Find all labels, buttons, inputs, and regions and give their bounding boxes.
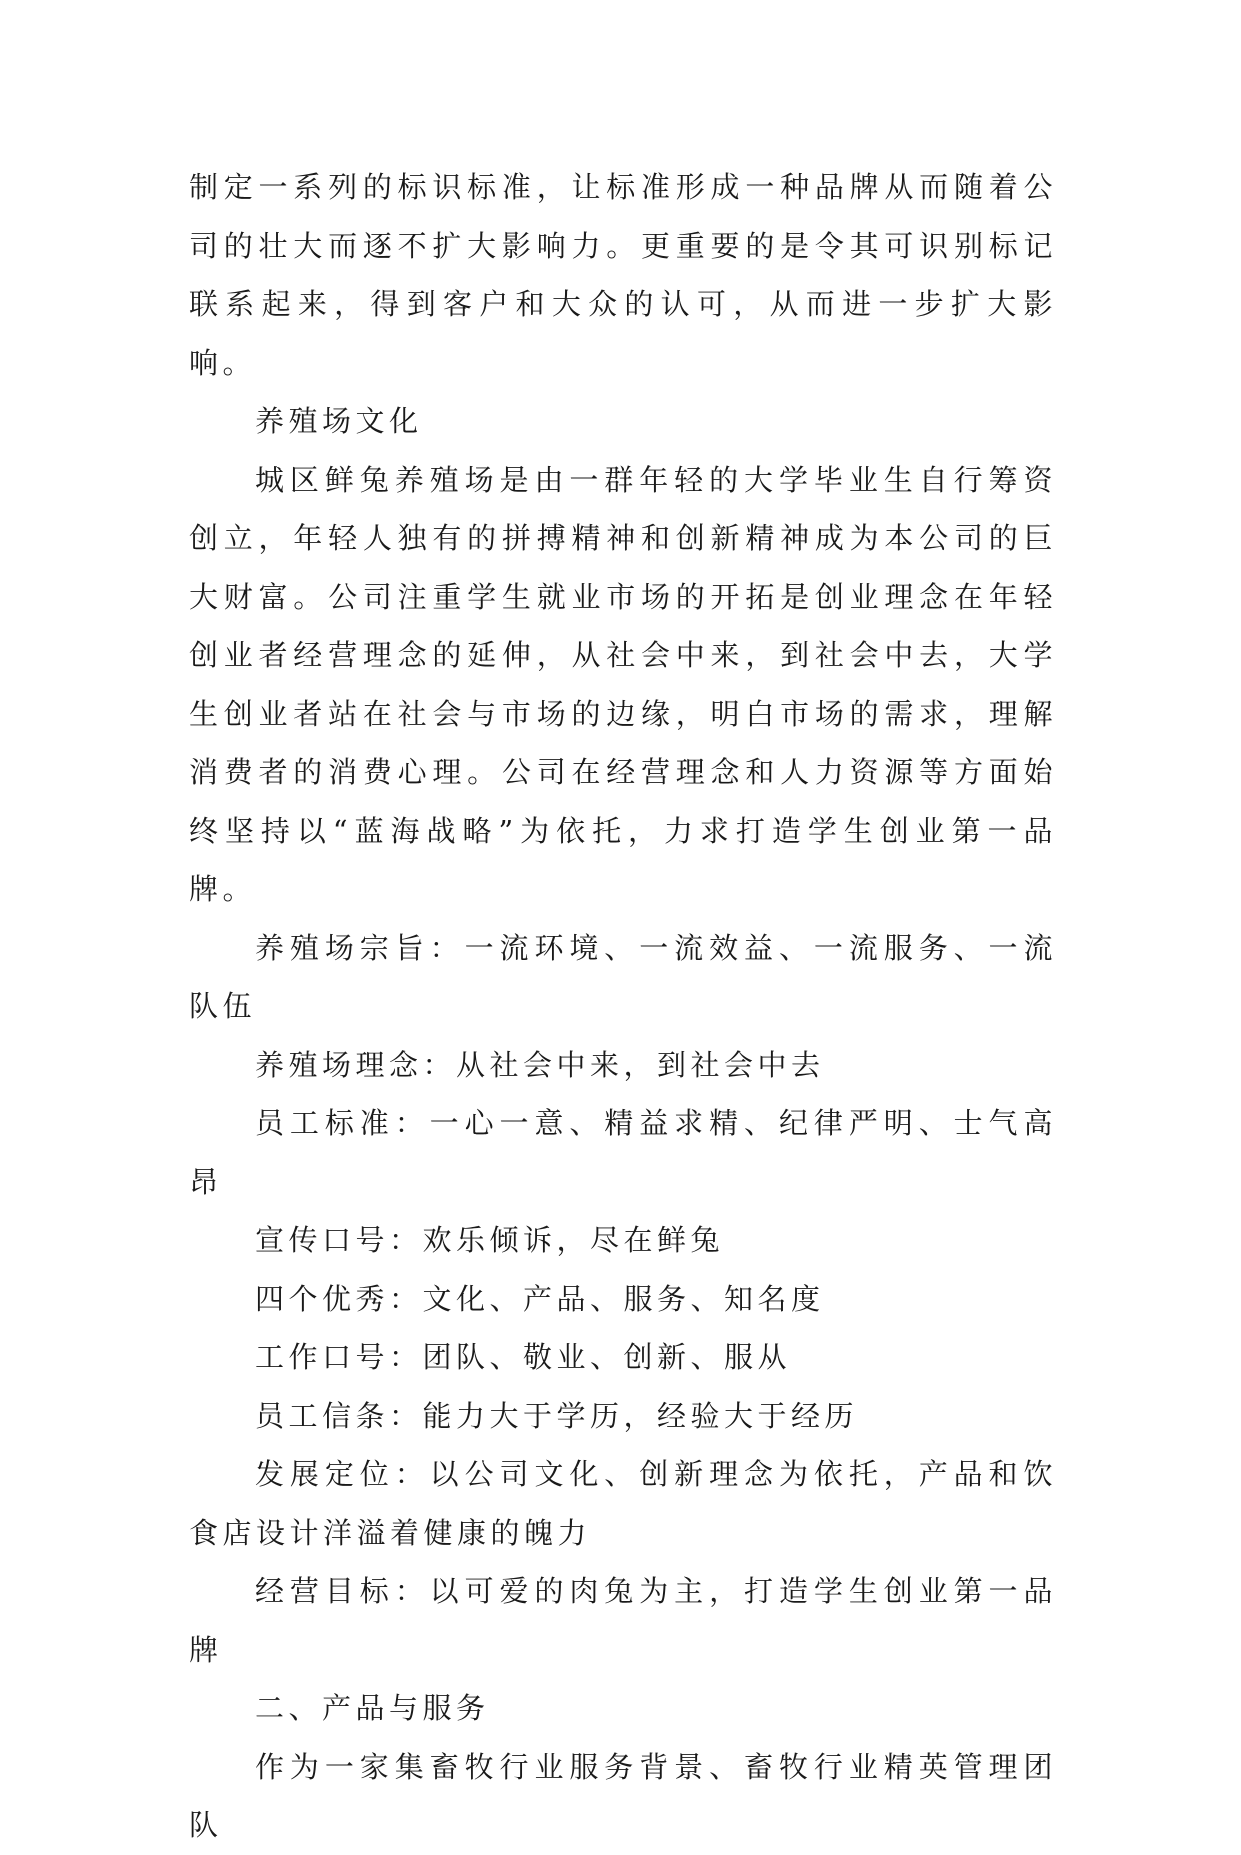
paragraph-four-excellences: 四个优秀：文化、产品、服务、知名度	[255, 1281, 825, 1316]
paragraph-staff-standards: 员工标准：一心一意、精益求精、纪律严明、士气高昂	[189, 1106, 1057, 1199]
paragraph-company-description: 作为一家集畜牧行业服务背景、畜牧行业精英管理团队	[189, 1749, 1057, 1842]
paragraph-branding-standards: 制定一系列的标识标准，让标准形成一种品牌从而随着公司的壮大而逐不扩大影响力。更重要的是令其可识别标记联系起来，得到客户和大众的认可，从而进一步扩大影响。	[189, 170, 1057, 380]
paragraph-business-goal: 经营目标：以可爱的肉兔为主，打造学生创业第一品牌	[189, 1574, 1057, 1667]
paragraph-slogan: 宣传口号：欢乐倾诉，尽在鲜兔	[255, 1223, 725, 1257]
section-heading-farm-culture: 养殖场文化	[255, 404, 423, 438]
paragraph-farm-introduction: 城区鲜兔养殖场是由一群年轻的大学毕业生自行筹资创立，年轻人独有的拼搏精神和创新精神成为本公司的巨大财富。公司注重学生就业市场的开拓是创业理念在年轻创业者经营理念的延伸，从社会中来，到社会中去，大学生创业者站在社会与市场的边缘，明白市场的需求，理解消费者的消费心理。公司在经营理念和人力资源等方面始终坚持以“蓝海战略”为依托，力求打造学生创业第一品牌。	[189, 462, 1057, 906]
paragraph-farm-purpose: 养殖场宗旨：一流环境、一流效益、一流服务、一流队伍	[189, 930, 1057, 1023]
section-heading-products-services: 二、产品与服务	[255, 1691, 490, 1725]
paragraph-work-motto: 工作口号：团队、敬业、创新、服从	[255, 1340, 792, 1374]
paragraph-development-positioning: 发展定位：以公司文化、创新理念为依托，产品和饮食店设计洋溢着健康的魄力	[189, 1457, 1057, 1550]
paragraph-farm-philosophy: 养殖场理念：从社会中来，到社会中去	[255, 1047, 825, 1082]
document-body	[189, 158, 1057, 1855]
paragraph-staff-creed: 员工信条：能力大于学历，经验大于经历	[255, 1398, 859, 1433]
